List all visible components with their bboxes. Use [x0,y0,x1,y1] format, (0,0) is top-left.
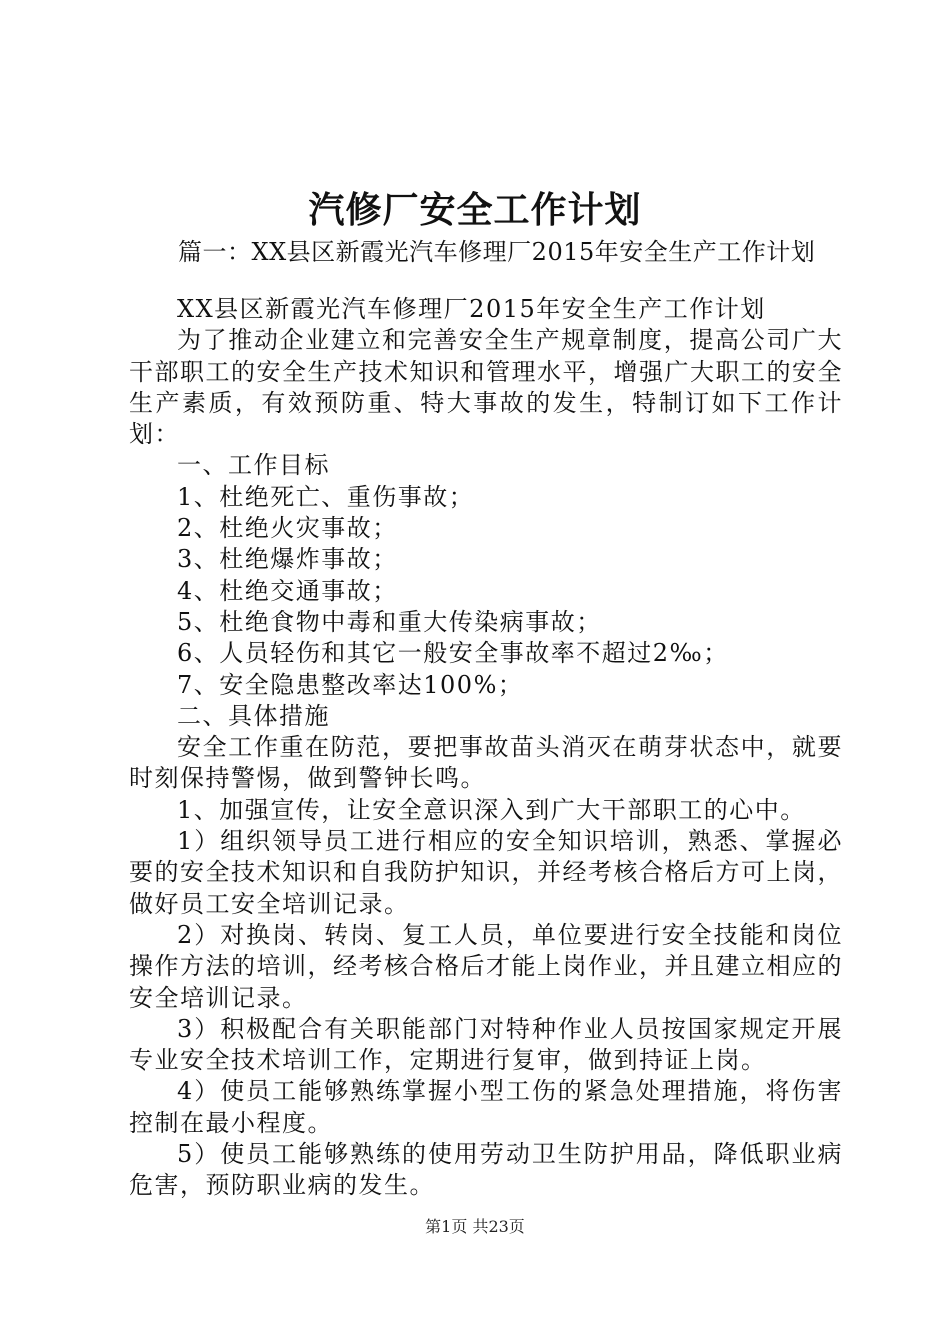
paragraph: XX县区新霞光汽车修理厂2015年安全生产工作计划 [177,295,766,323]
list-item: 2、杜绝火灾事故； [177,514,398,543]
paragraph: 为了推动企业建立和完善安全生产规章制度，提高公司广大干部职工的安全生产技术知识和管理水平，增强广大职工的安全生产素质，有效预防重、特大事故的发生，特制订如下工作计划： [129,326,843,449]
document-body [129,294,843,1202]
list-item: 1、杜绝死亡、重伤事故； [177,482,475,511]
list-item: 4、杜绝交通事故； [177,576,398,605]
paragraph: 1、加强宣传，让安全意识深入到广大干部职工的心中。 [177,795,806,824]
list-item: 6、人员轻伤和其它一般安全事故率不超过2‰； [177,639,729,668]
page-footer: 第1页 共23页 [425,1217,525,1236]
paragraph: 5）使员工能够熟练的使用劳动卫生防护用品，降低职业病危害，预防职业病的发生。 [129,1140,843,1200]
paragraph: 4）使员工能够熟练掌握小型工伤的紧急处理措施，将伤害控制在最小程度。 [129,1077,843,1137]
list-item: 7、安全隐患整改率达100%； [177,670,524,699]
section-heading: 二、具体措施 [177,701,330,730]
document-subtitle: 篇一：XX县区新霞光汽车修理厂2015年安全生产工作计划 [178,238,816,266]
paragraph: 2）对换岗、转岗、复工人员，单位要进行安全技能和岗位操作方法的培训，经考核合格后才能上岗作业，并且建立相应的安全培训记录。 [129,920,843,1012]
paragraph: 3）积极配合有关职能部门对特种作业人员按国家规定开展专业安全技术培训工作，定期进行复审，做到持证上岗。 [129,1014,843,1075]
paragraph: 安全工作重在防范，要把事故苗头消灭在萌芽状态中，就要时刻保持警惕，做到警钟长鸣。 [129,733,843,793]
list-item: 3、杜绝爆炸事故； [177,545,398,574]
section-heading: 一、工作目标 [177,451,330,480]
paragraph: 1）组织领导员工进行相应的安全知识培训，熟悉、掌握必要的安全技术知识和自我防护知识，并经考核合格后方可上岗，做好员工安全培训记录。 [129,827,843,918]
list-item: 5、杜绝食物中毒和重大传染病事故； [177,607,602,636]
document-title: 汽修厂安全工作计划 [308,189,642,231]
